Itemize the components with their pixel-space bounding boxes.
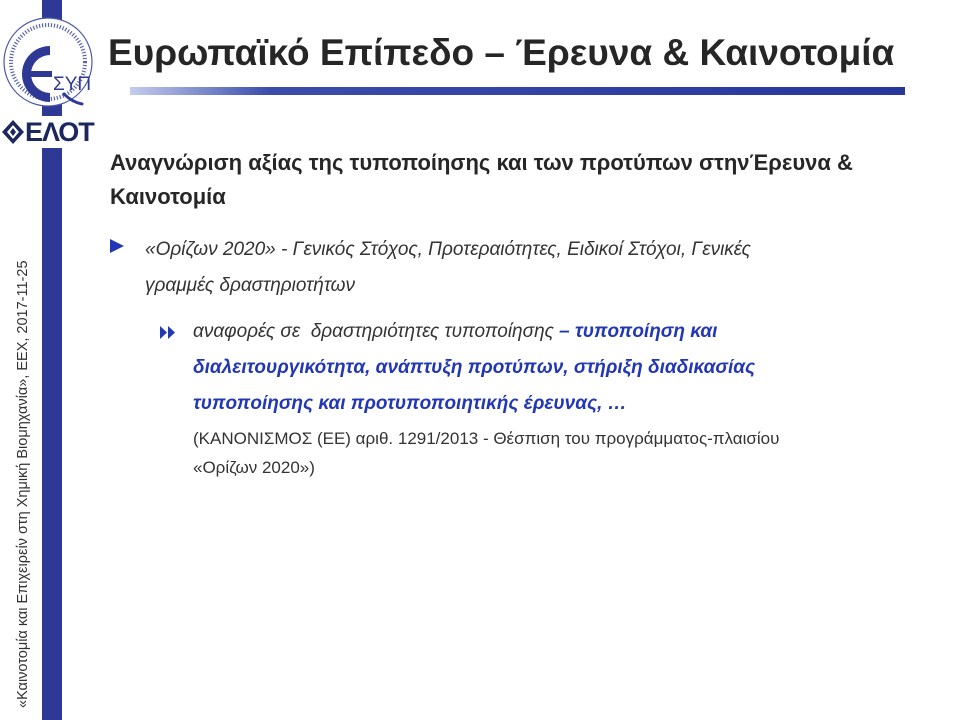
slide-subtitle <box>110 146 853 214</box>
side-caption: «Καινοτομία και Επιχειρείν στη Χημική Βιομηχανία», ΕΕΧ, 2017-11-25 <box>15 260 31 708</box>
regulation-reference <box>193 424 779 482</box>
sub-bullet-emphasis-line: διαλειτουργικότητα, ανάπτυξη προτύπων, στήριξη διαδικασίας <box>193 357 756 378</box>
elot-diamond-icon <box>1 119 25 145</box>
sub-bullet-plain-text: αναφορές σε δραστηριότητες τυποποίησης <box>193 321 560 342</box>
bullet-item <box>145 232 751 304</box>
sub-bullet-item <box>193 314 755 422</box>
triangle-bullet-icon <box>110 239 124 253</box>
esyp-emblem-icon <box>2 4 94 112</box>
subtitle-line: Καινοτομία <box>110 184 226 209</box>
esyp-logo <box>2 4 94 112</box>
esyp-logo-text: ΣΥΠ <box>53 74 92 95</box>
double-chevron-bullet-icon <box>160 326 176 339</box>
elot-logo <box>0 116 102 148</box>
slide-title: Ευρωπαϊκό Επίπεδο – Έρευνα & Καινοτομία <box>108 32 895 73</box>
sub-bullet-emphasis-text: – τυποποίηση και <box>559 321 718 342</box>
title-underline <box>130 87 905 95</box>
sub-bullet-emphasis-line: τυποποίησης και προτυποποιητικής έρευνας, … <box>193 393 627 414</box>
sub-bullet-line <box>193 314 755 350</box>
reference-line: «Ορίζων 2020») <box>193 458 315 477</box>
reference-line: (ΚΑΝΟΝΙΣΜΟΣ (ΕΕ) αριθ. 1291/2013 - Θέσπιση του προγράμματος-πλαισίου <box>193 429 780 448</box>
bullet-line: γραμμές δραστηριοτήτων <box>145 275 355 296</box>
subtitle-line: Αναγνώριση αξίας της τυποποίησης και των προτύπων στηνΈρευνα & <box>110 150 853 175</box>
bullet-line: «Ορίζων 2020» - Γενικός Στόχος, Προτεραιότητες, Ειδικοί Στόχοι, Γενικές <box>145 239 751 260</box>
elot-logo-text: ΕΛΟΤ <box>25 117 94 147</box>
